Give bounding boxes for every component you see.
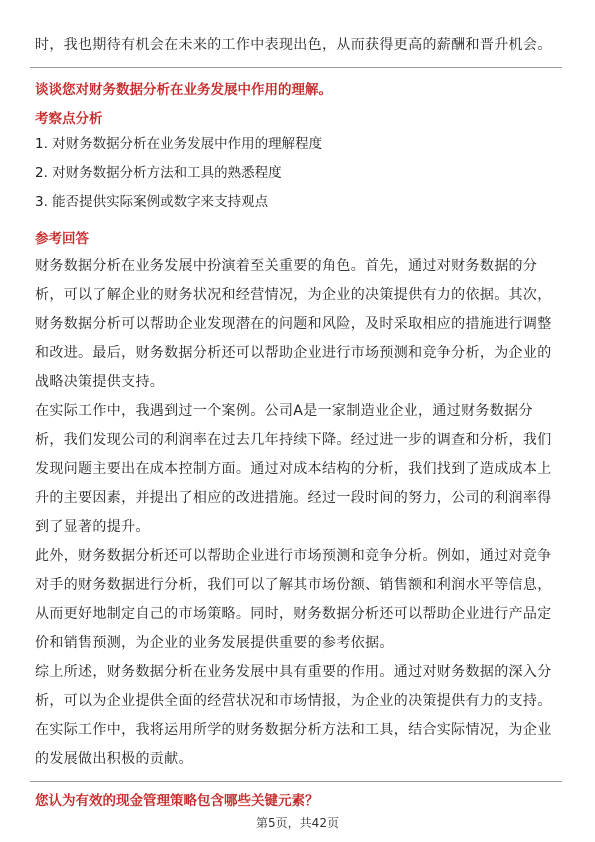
paragraph-line: 时，我也期待有机会在未来的工作中表现出色，从而获得更高的薪酬和晋升机会。 bbox=[35, 37, 552, 53]
paragraph-line: 价和销售预测，为企业的业务发展提供重要的参考依据。 bbox=[35, 635, 394, 651]
divider bbox=[30, 781, 562, 782]
paragraph-line: 析，我们发现公司的利润率在过去几年持续下降。经过进一步的调查和分析，我们 bbox=[35, 432, 552, 448]
paragraph-line: 析，可以了解企业的财务状况和经营情况，为企业的决策提供有力的依据。其次， bbox=[35, 287, 552, 303]
page-number: 第5页，共42页 bbox=[256, 816, 339, 830]
paragraph-line: 战略决策提供支持。 bbox=[35, 374, 165, 390]
paragraph-line: 财务数据分析可以帮助企业发现潜在的问题和风险，及时采取相应的措施进行调整 bbox=[35, 316, 552, 332]
paragraph-line: 对手的财务数据进行分析，我们可以了解其市场份额、销售额和利润水平等信息， bbox=[35, 577, 552, 593]
paragraph-line: 析，可以为企业提供全面的经营状况和市场情报，为企业的决策提供有力的支持。 bbox=[35, 693, 552, 709]
paragraph-line: 发现问题主要出在成本控制方面。通过对成本结构的分析，我们找到了造成成本上 bbox=[35, 461, 552, 477]
paragraph-line: 在实际工作中，我遇到过一个案例。公司A是一家制造业企业，通过财务数据分 bbox=[35, 403, 533, 419]
question-heading: 谈谈您对财务数据分析在业务发展中作用的理解。 bbox=[35, 82, 332, 98]
divider bbox=[30, 67, 562, 68]
answer-section-title: 参考回答 bbox=[35, 231, 89, 247]
paragraph-line: 的发展做出积极的贡献。 bbox=[35, 751, 193, 767]
focus-point: 3. 能否提供实际案例或数字来支持观点 bbox=[35, 194, 269, 210]
paragraph-line: 升的主要因素，并提出了相应的改进措施。经过一段时间的努力，公司的利润率得 bbox=[35, 490, 552, 506]
question-heading: 您认为有效的现金管理策略包含哪些关键元素？ bbox=[35, 793, 319, 809]
focus-point: 1. 对财务数据分析在业务发展中作用的理解程度 bbox=[35, 136, 323, 152]
focus-point: 2. 对财务数据分析方法和工具的熟悉程度 bbox=[35, 165, 282, 181]
paragraph-line: 此外，财务数据分析还可以帮助企业进行市场预测和竞争分析。例如，通过对竞争 bbox=[35, 548, 552, 564]
paragraph-line: 综上所述，财务数据分析在业务发展中具有重要的作用。通过对财务数据的深入分 bbox=[35, 664, 552, 680]
focus-section-title: 考察点分析 bbox=[35, 111, 103, 127]
paragraph-line: 从而更好地制定自己的市场策略。同时，财务数据分析还可以帮助企业进行产品定 bbox=[35, 606, 552, 622]
paragraph-line: 在实际工作中，我将运用所学的财务数据分析方法和工具，结合实际情况，为企业 bbox=[35, 722, 552, 738]
paragraph-line: 财务数据分析在业务发展中扮演着至关重要的角色。首先，通过对财务数据的分 bbox=[35, 258, 538, 274]
paragraph-line: 和改进。最后，财务数据分析还可以帮助企业进行市场预测和竞争分析，为企业的 bbox=[35, 345, 552, 361]
paragraph-line: 到了显著的提升。 bbox=[35, 519, 150, 535]
